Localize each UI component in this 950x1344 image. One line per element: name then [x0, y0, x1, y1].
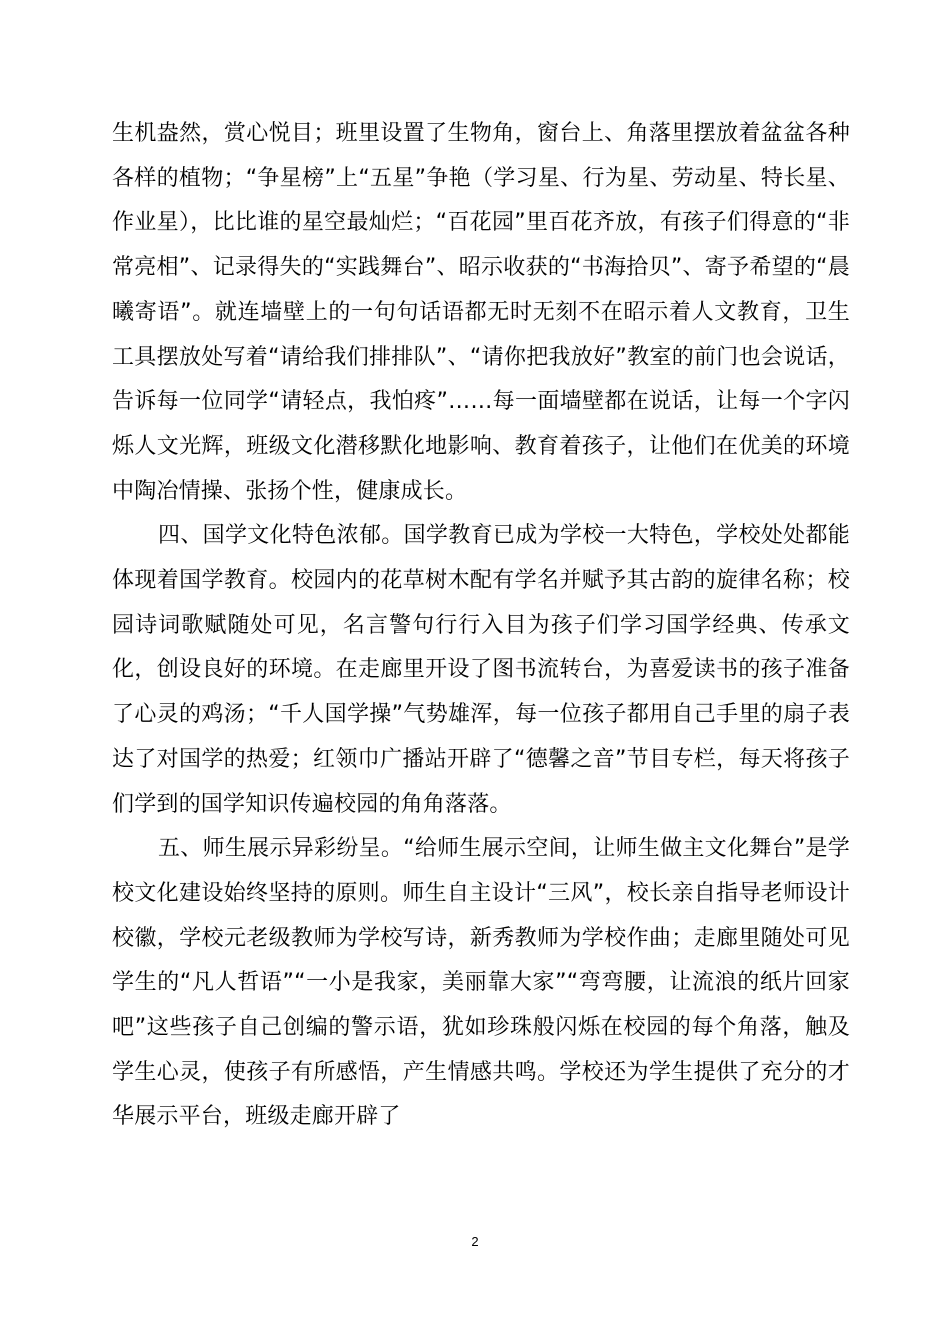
page-number: 2 [471, 1234, 479, 1249]
paragraph-section-five: 五、师生展示异彩纷呈。“给师生展示空间，让师生做主文化舞台”是学校文化建设始终坚持的原则。师生自主设计“三风”，校长亲自指导老师设计校徽，学校元老级教师为学校写诗，新秀教师为学校作曲；走廊里随处可见学生的“凡人哲语”“一小是我家，美丽靠大家”“弯弯腰，让流浪的纸片回家吧”这些孩子自己创编的警示语，犹如珍珠般闪烁在校园的每个角落，触及学生心灵，使孩子有所感悟，产生情感共鸣。学校还为学生提供了充分的才华展示平台，班级走廊开辟了 [112, 836, 850, 1130]
paragraph-continued: 生机盎然，赏心悦目；班里设置了生物角，窗台上、角落里摆放着盆盆各种各样的植物；“争星榜”上“五星”争艳（学习星、行为星、劳动星、特长星、作业星），比比谁的星空最灿烂；“百花园”里百花齐放，有孩子们得意的“非常亮相”、记录得失的“实践舞台”、昭示收获的“书海拾贝”、寄予希望的“晨曦寄语”。就连墙壁上的一句句话语都无时无刻不在昭示着人文教育，卫生工具摆放处写着“请给我们排排队”、“请你把我放好”教室的前门也会说话，告诉每一位同学“请轻点，我怕疼”……每一面墙壁都在说话，让每一个字闪烁人文光辉，班级文化潜移默化地影响、教育着孩子，让他们在优美的环境中陶冶情操、张扬个性，健康成长。 [112, 121, 850, 504]
body-text [112, 112, 850, 1140]
paragraph-section-four: 四、国学文化特色浓郁。国学教育已成为学校一大特色，学校处处都能体现着国学教育。校园内的花草树木配有学名并赋予其古韵的旋律名称；校园诗词歌赋随处可见，名言警句行行入目为孩子们学习国学经典、传承文化，创设良好的环境。在走廊里开设了图书流转台，为喜爱读书的孩子准备了心灵的鸡汤；“千人国学操”气势雄浑，每一位孩子都用自己手里的扇子表达了对国学的热爱；红领巾广播站开辟了“德馨之音”节目专栏，每天将孩子们学到的国学知识传遍校园的角角落落。 [112, 523, 850, 817]
